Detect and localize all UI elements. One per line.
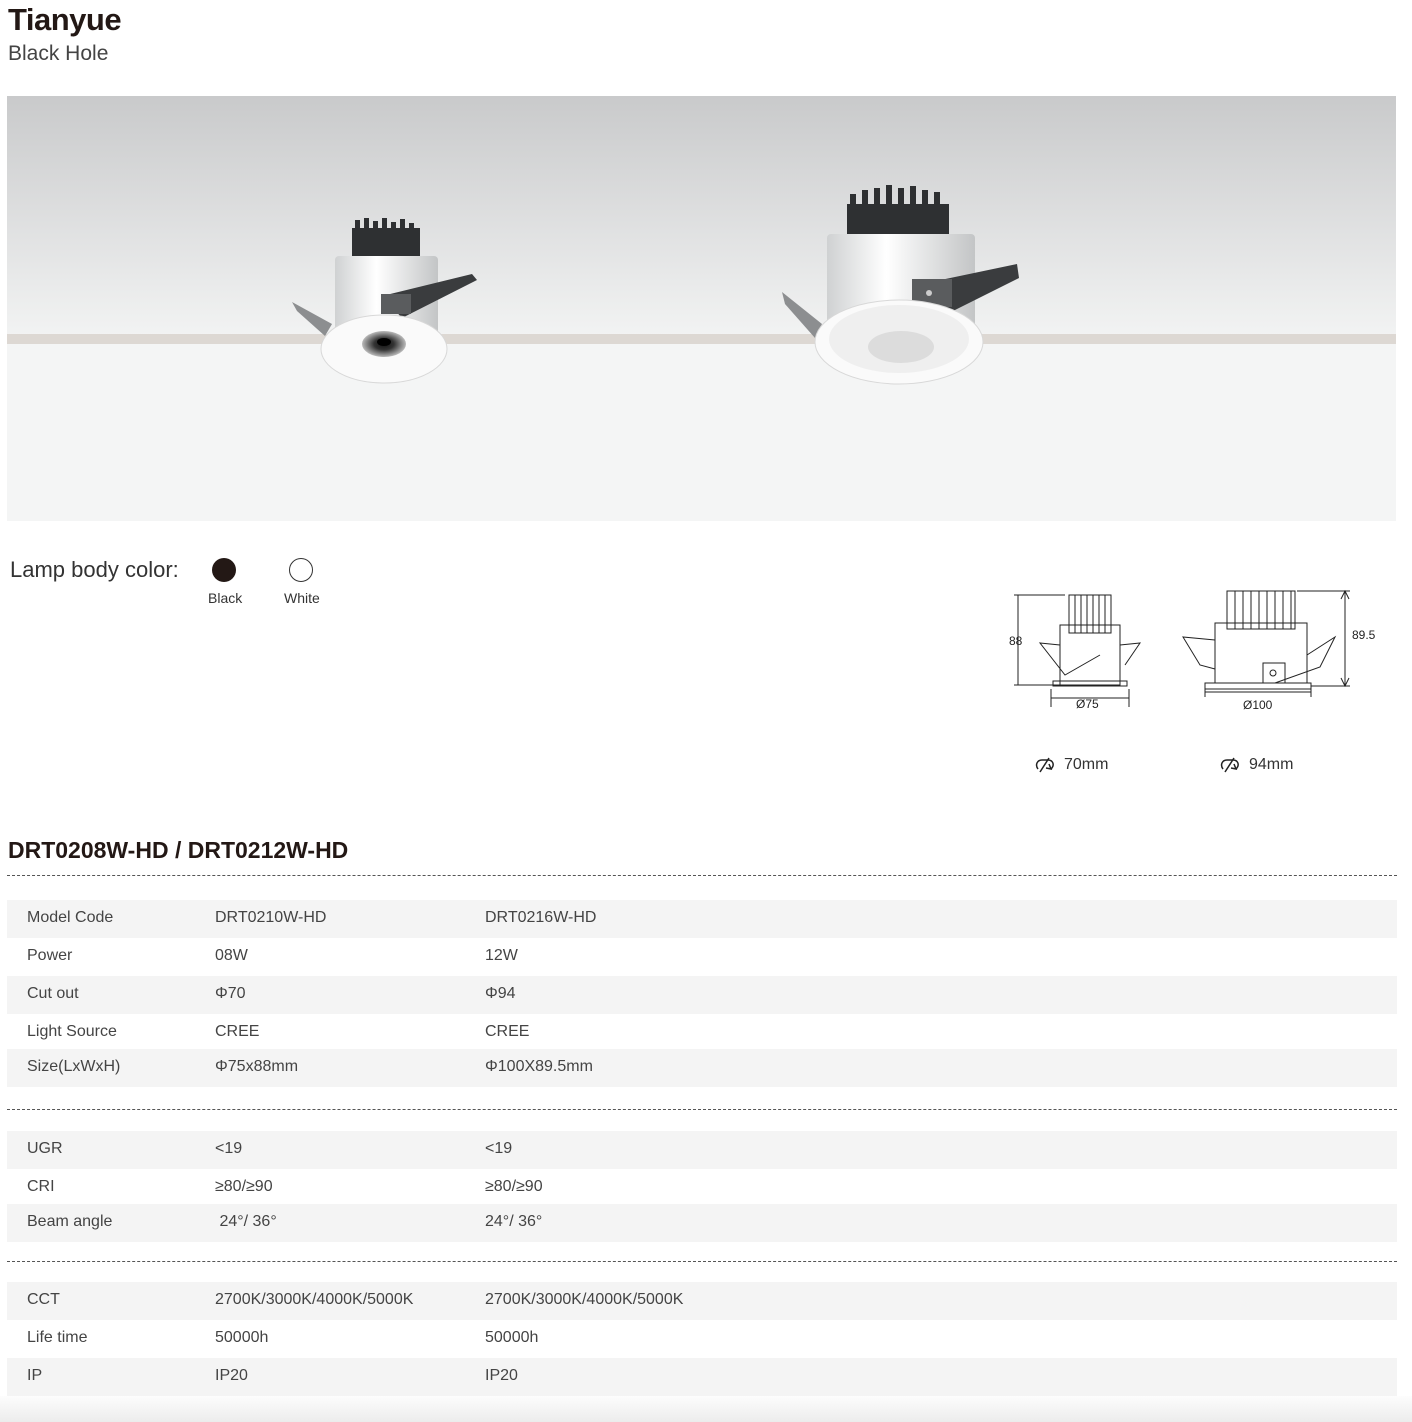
- spec-label: Size(LxWxH): [27, 1058, 121, 1075]
- spec-value-2: Φ94: [485, 985, 516, 1002]
- table-row: [7, 1049, 1397, 1087]
- brand-title: Tianyue: [8, 2, 122, 37]
- divider: [7, 1261, 1397, 1262]
- table-row: [7, 1282, 1397, 1320]
- spec-value-2: IP20: [485, 1367, 518, 1384]
- spec-value-2: 12W: [485, 947, 518, 964]
- large-diameter-label: Ø100: [1243, 698, 1273, 712]
- spec-title: DRT0208W-HD / DRT0212W-HD: [8, 837, 349, 863]
- spec-label: UGR: [27, 1140, 63, 1157]
- spec-value-2: 50000h: [485, 1329, 539, 1346]
- product-photo: [7, 96, 1396, 521]
- spec-value-1: ≥80/≥90: [215, 1178, 273, 1195]
- table-row: [7, 1014, 1397, 1052]
- large-height-label: 89.5: [1352, 628, 1376, 642]
- small-height-label: 88: [1009, 634, 1023, 648]
- spec-label: Light Source: [27, 1023, 117, 1040]
- spec-value-1: DRT0210W-HD: [215, 909, 327, 926]
- spec-value-1: 50000h: [215, 1329, 269, 1346]
- spec-label: Life time: [27, 1329, 88, 1346]
- spec-value-2: 2700K/3000K/4000K/5000K: [485, 1291, 684, 1308]
- bottom-edge: [0, 1396, 1412, 1422]
- spec-label: Cut out: [27, 985, 79, 1002]
- table-row: [7, 1169, 1397, 1207]
- small-cutout-value: 70mm: [1064, 756, 1109, 773]
- spec-label: CCT: [27, 1291, 60, 1308]
- small-lamp-drawing: [1009, 595, 1140, 711]
- small-cutout: [1034, 756, 1108, 774]
- spec-value-1: <19: [215, 1140, 243, 1157]
- spec-value-1: 24°/ 36°: [215, 1213, 277, 1230]
- spec-value-1: Φ70: [215, 985, 246, 1002]
- cutout-icon: [1034, 756, 1056, 774]
- spec-value-1: CREE: [215, 1023, 260, 1040]
- spec-label: Power: [27, 947, 73, 964]
- large-lamp-drawing: [1183, 591, 1376, 712]
- spec-value-2: CREE: [485, 1023, 530, 1040]
- spec-value-2: DRT0216W-HD: [485, 909, 597, 926]
- table-row: [7, 900, 1397, 938]
- lamp-body-color-label: Lamp body color:: [10, 557, 179, 582]
- product-name: Black Hole: [8, 42, 109, 65]
- black-color-swatch[interactable]: [212, 558, 236, 582]
- spec-label: Model Code: [27, 909, 114, 926]
- divider: [7, 1109, 1397, 1110]
- spec-value-1: 08W: [215, 947, 248, 964]
- table-row: [7, 1204, 1397, 1242]
- large-cutout-value: 94mm: [1249, 756, 1294, 773]
- technical-drawings: [1005, 585, 1400, 730]
- divider: [7, 875, 1397, 876]
- small-diameter-label: Ø75: [1076, 697, 1099, 711]
- spec-value-2: 24°/ 36°: [485, 1213, 543, 1230]
- cutout-icon: [1219, 756, 1241, 774]
- table-row: [7, 1358, 1397, 1396]
- white-color-label: White: [284, 590, 320, 606]
- black-color-label: Black: [208, 590, 243, 606]
- table-row: [7, 1320, 1397, 1358]
- spec-value-2: ≥80/≥90: [485, 1178, 543, 1195]
- spec-value-1: 2700K/3000K/4000K/5000K: [215, 1291, 414, 1308]
- spec-value-1: IP20: [215, 1367, 248, 1384]
- table-row: [7, 1131, 1397, 1169]
- spec-label: CRI: [27, 1178, 55, 1195]
- table-row: [7, 976, 1397, 1014]
- spec-label: Beam angle: [27, 1213, 113, 1230]
- table-row: [7, 938, 1397, 976]
- white-color-swatch[interactable]: [289, 558, 313, 582]
- spec-label: IP: [27, 1367, 43, 1384]
- spec-value-2: <19: [485, 1140, 513, 1157]
- spec-value-2: Φ100X89.5mm: [485, 1058, 593, 1075]
- large-cutout: [1219, 756, 1293, 774]
- spec-value-1: Φ75x88mm: [215, 1058, 299, 1075]
